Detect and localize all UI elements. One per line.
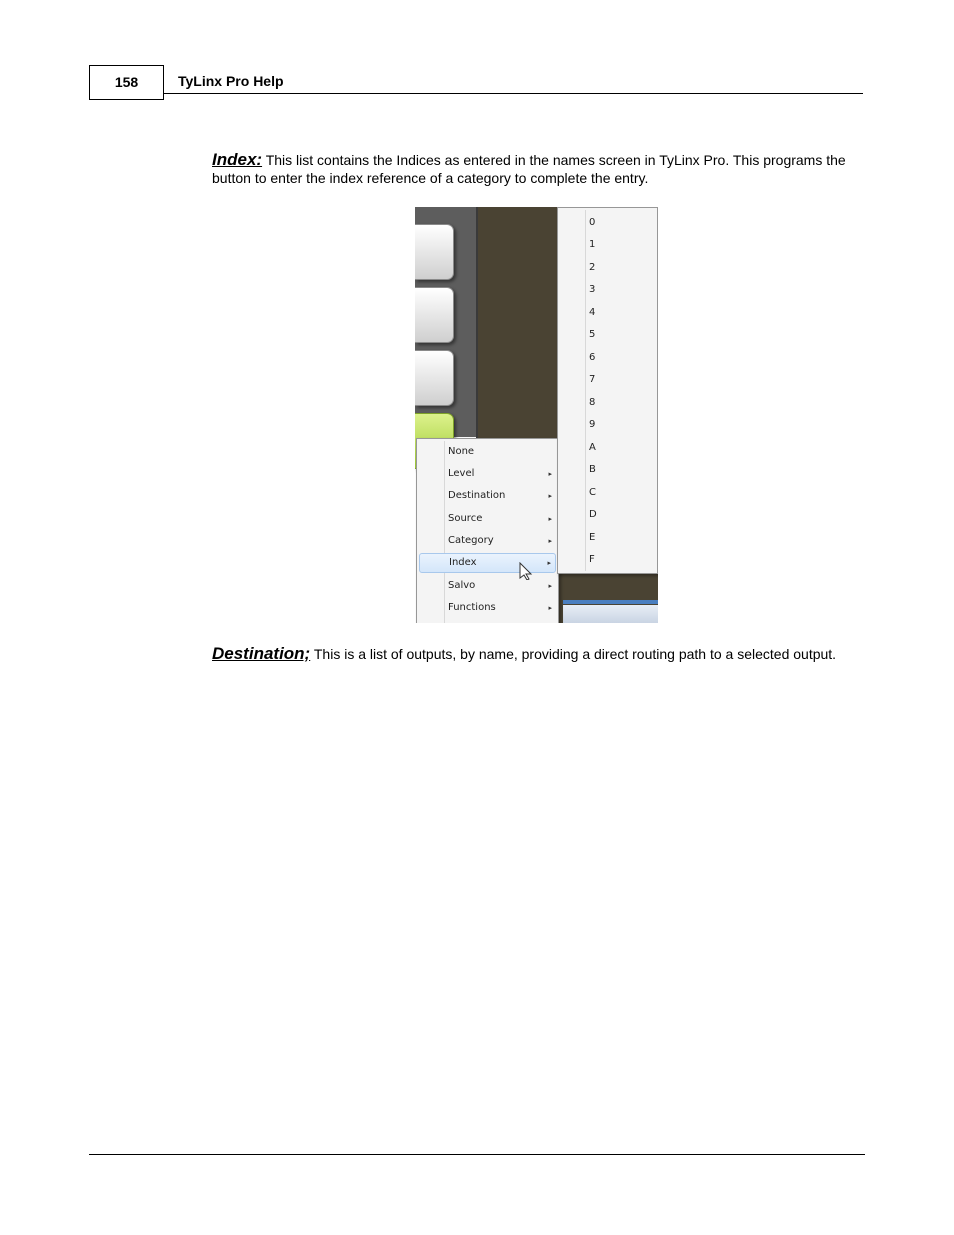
index-paragraph [212,151,862,187]
submenu-item[interactable]: 7 [589,374,596,385]
submenu-item[interactable]: 4 [589,307,596,318]
menu-item-label: None [448,446,475,457]
menu-item-level[interactable] [419,464,556,484]
window-edge [563,600,658,604]
submenu-item[interactable]: F [589,554,595,565]
submenu-arrow-icon: ▸ [547,559,551,567]
menu-item-label: Category [448,535,494,546]
menu-gutter [585,210,586,571]
header-rule [164,93,863,94]
submenu-item[interactable]: A [589,442,596,453]
submenu-arrow-icon: ▸ [548,470,552,478]
submenu-item[interactable]: 8 [589,397,596,408]
submenu-item[interactable]: C [589,487,596,498]
index-menu-screenshot [415,207,658,623]
index-term: Index: [212,150,263,169]
footer-rule [89,1154,865,1155]
submenu-item[interactable]: 3 [589,284,596,295]
menu-item-label: Index [449,557,477,568]
menu-item-destination[interactable] [419,486,556,506]
submenu-item[interactable]: D [589,509,597,520]
menu-item-label: Source [448,513,483,524]
submenu-arrow-icon: ▸ [548,604,552,612]
menu-item-label: Salvo [448,580,476,591]
index-description: This list contains the Indices as entered in the names screen in TyLinx Pro. This programs the button to enter the index reference of a category to complete the entry. [212,152,846,186]
header-title: TyLinx Pro Help [178,73,284,89]
submenu-item[interactable]: E [589,532,596,543]
destination-term: Destination; [212,644,311,663]
submenu-item[interactable]: 9 [589,419,596,430]
menu-item-label: Functions [448,602,496,613]
submenu-arrow-icon: ▸ [548,492,552,500]
menu-item-source[interactable] [419,509,556,529]
submenu-item[interactable]: B [589,464,596,475]
panel-button [415,350,454,406]
destination-description: This is a list of outputs, by name, providing a direct routing path to a selected output. [310,646,837,662]
submenu-arrow-icon: ▸ [548,582,552,590]
submenu-item[interactable]: 1 [589,239,596,250]
submenu-item[interactable]: 6 [589,352,596,363]
menu-item-label: Destination [448,490,506,501]
menu-item-index[interactable] [419,553,556,573]
mouse-pointer-icon [519,562,533,580]
menu-item-label: Level [448,468,475,479]
panel-button [415,224,454,280]
submenu-item[interactable]: 0 [589,217,596,228]
destination-paragraph [212,645,862,663]
menu-item-none[interactable] [419,442,556,462]
window-edge-light [563,605,658,623]
context-menu [416,438,559,623]
submenu-arrow-icon: ▸ [548,537,552,545]
submenu-arrow-icon: ▸ [548,515,552,523]
menu-item-salvo[interactable] [419,576,556,596]
submenu-item[interactable]: 2 [589,262,596,273]
panel-button [415,287,454,343]
menu-item-category[interactable] [419,531,556,551]
submenu-item[interactable]: 5 [589,329,596,340]
page-number: 158 [89,65,164,100]
index-submenu [557,207,658,574]
menu-item-functions[interactable] [419,598,556,618]
